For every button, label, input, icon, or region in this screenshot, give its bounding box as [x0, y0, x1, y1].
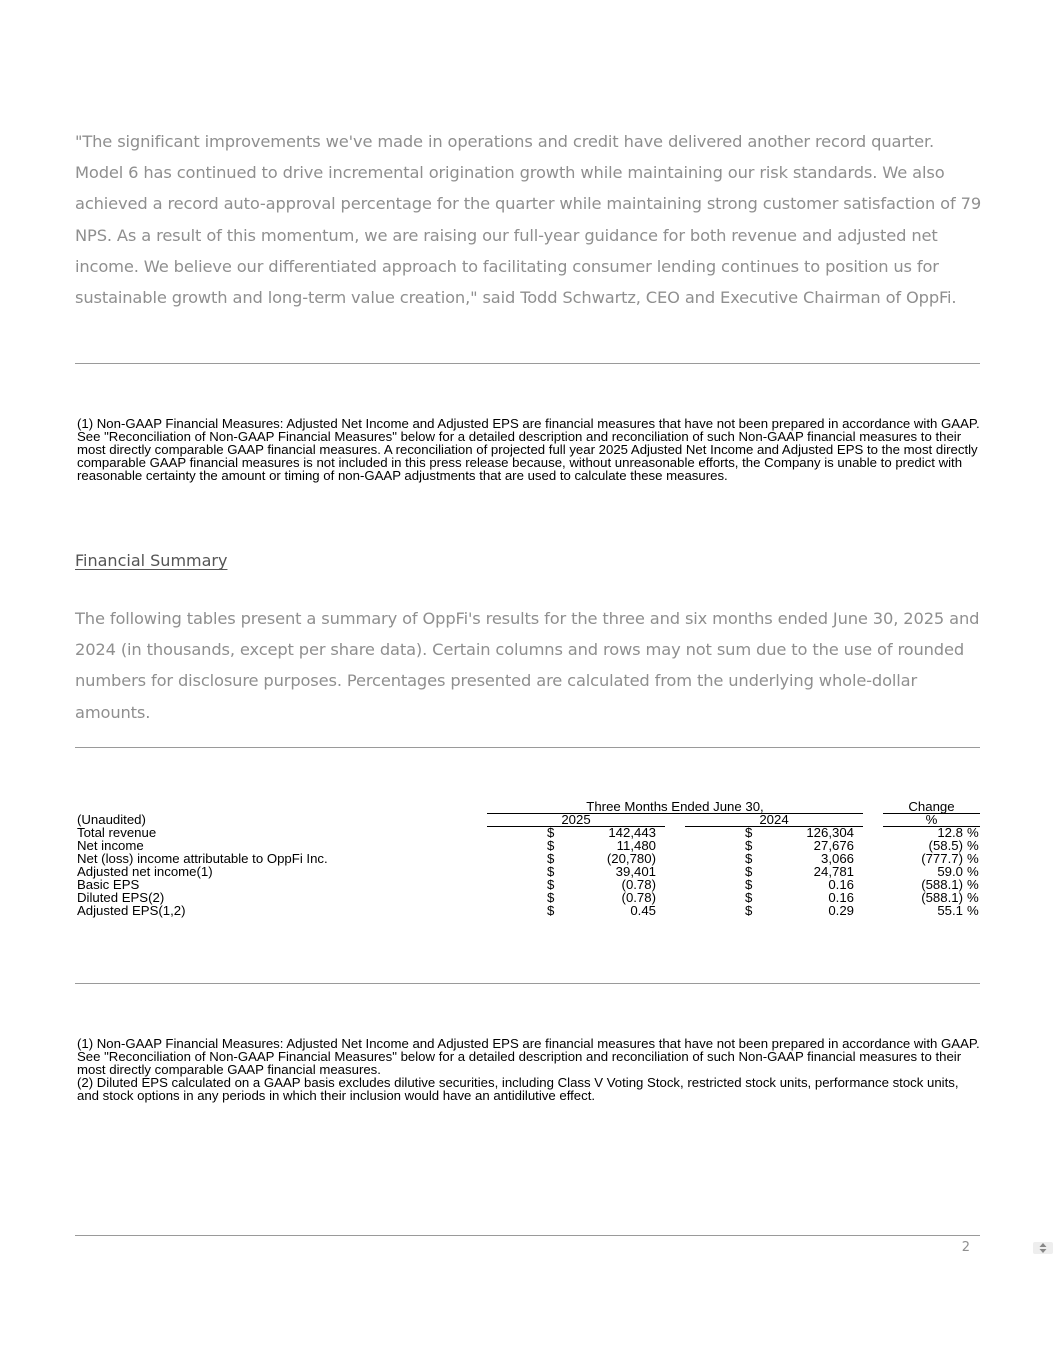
row-label: Diluted EPS(2) [77, 890, 165, 905]
col-2024-header: 2024 [685, 813, 863, 827]
table-group-header-row [77, 800, 980, 813]
currency-symbol: $ [547, 903, 555, 918]
row-label: Adjusted EPS(1,2) [77, 903, 186, 918]
value-2024: 0.16 [828, 877, 854, 892]
footnotes-table [77, 1037, 983, 1102]
section-title: Financial Summary [75, 551, 228, 570]
intro-paragraph: The following tables present a summary of OppFi's results for the three and six months ended June 30, 2025 and 2024 (in thousands, except per share data). Certain columns and rows may not sum due to the use of rounded numbers for disclosure purposes. Percentages presented are calculated from the underlying whole-dollar amounts. [75, 609, 980, 722]
scroll-button[interactable] [1033, 1242, 1053, 1254]
row-label: Net (loss) income attributable to OppFi Inc. [77, 851, 328, 866]
table-row [77, 904, 980, 917]
table-body [77, 826, 980, 917]
currency-symbol: $ [745, 851, 753, 866]
change-value: 12.8 [937, 825, 963, 840]
divider [75, 983, 980, 984]
value-2025: 11,480 [616, 838, 656, 853]
currency-symbol: $ [745, 903, 753, 918]
footnote-text: (1) Non-GAAP Financial Measures: Adjusted Net Income and Adjusted EPS are financial measures that have not been prepared in accordance with GAAP. See "Reconciliation of Non-GAAP Financial Measures" below for a detailed description and reconciliation of such Non-GAAP financial measures to their most directly comparable GAAP financial measures. A reconciliation of projected full year 2025 Adjusted Net Income and Adjusted EPS to the most directly comparable GAAP financial measures is not included in this press release because, without unreasonable efforts, the Company is unable to predict with reasonable certainty the amount or timing of non-GAAP adjustments that are used to calculate these measures. [77, 416, 980, 483]
currency-symbol: $ [547, 864, 555, 879]
change-value: 59.0 [937, 864, 963, 879]
value-2025: 0.45 [630, 903, 656, 918]
row-label: Total revenue [77, 825, 157, 840]
change-value: (588.1) [921, 890, 963, 905]
currency-symbol: $ [547, 825, 555, 840]
currency-symbol: $ [745, 890, 753, 905]
value-2024: 24,781 [813, 864, 854, 879]
currency-symbol: $ [745, 825, 753, 840]
value-2025: (20,780) [606, 851, 656, 866]
currency-symbol: $ [745, 838, 753, 853]
col-2025-header: 2025 [487, 813, 665, 827]
value-2024: 0.16 [828, 890, 854, 905]
divider [75, 1235, 980, 1236]
value-2024: 126,304 [806, 825, 854, 840]
page-number: 2 [961, 1240, 970, 1255]
value-2025: 39,401 [615, 864, 656, 879]
percent-sign: % [967, 838, 979, 853]
financial-summary-table [77, 800, 980, 917]
divider [75, 363, 980, 364]
currency-symbol: $ [547, 838, 555, 853]
row-label: Net income [77, 838, 144, 853]
change-value: (588.1) [921, 877, 963, 892]
value-2024: 3,066 [820, 851, 854, 866]
currency-symbol: $ [745, 877, 753, 892]
col-pct-header: % [883, 813, 980, 827]
divider [75, 747, 980, 748]
percent-sign: % [967, 877, 979, 892]
change-value: (58.5) [928, 838, 963, 853]
value-2024: 0.29 [828, 903, 854, 918]
footnote-non-gaap [77, 417, 983, 482]
currency-symbol: $ [547, 890, 555, 905]
footnote-1: (1) Non-GAAP Financial Measures: Adjusted Net Income and Adjusted EPS are financial measures that have not been prepared in accordance with GAAP. See "Reconciliation of Non-GAAP Financial Measures" below for a detailed description and reconciliation of such Non-GAAP financial measures to their most directly comparable GAAP financial measures. [77, 1036, 980, 1077]
currency-symbol: $ [745, 864, 753, 879]
currency-symbol: $ [547, 877, 555, 892]
percent-sign: % [967, 825, 979, 840]
value-2025: (0.78) [621, 890, 656, 905]
three-months-header: Three Months Ended June 30, [487, 800, 863, 814]
ceo-quote: "The significant improvements we've made in operations and credit have delivered another record quarter. Model 6 has continued to drive incremental origination growth while maintaining our risk standards. We also achieved a record auto-approval percentage for the quarter while maintaining strong customer satisfaction of 79 NPS. As a result of this momentum, we are raising our full-year guidance for both revenue and adjusted net income. We believe our differentiated approach to facilitating consumer lending continues to position us for sustainable growth and long-term value creation," said Todd Schwartz, CEO and Executive Chairman of OppFi. [75, 132, 982, 308]
change-value: (777.7) [921, 851, 963, 866]
value-2024: 27,676 [813, 838, 854, 853]
percent-sign: % [967, 864, 979, 879]
percent-sign: % [967, 890, 979, 905]
row-label: Basic EPS [77, 877, 140, 892]
currency-symbol: $ [547, 851, 555, 866]
value-2025: (0.78) [621, 877, 656, 892]
change-value: 55.1 [937, 903, 963, 918]
value-2025: 142,443 [608, 825, 656, 840]
up-down-arrows-icon [1039, 1243, 1047, 1253]
percent-sign: % [967, 903, 979, 918]
percent-sign: % [967, 851, 979, 866]
footnote-2: (2) Diluted EPS calculated on a GAAP basis excludes dilutive securities, including Class V Voting Stock, restricted stock units, performance stock units, and stock options in any periods in which their inclusion would have an antidilutive effect. [77, 1075, 959, 1103]
row-label: Adjusted net income(1) [77, 864, 213, 879]
unaudited-label: (Unaudited) [77, 812, 146, 827]
change-header: Change [883, 800, 980, 814]
